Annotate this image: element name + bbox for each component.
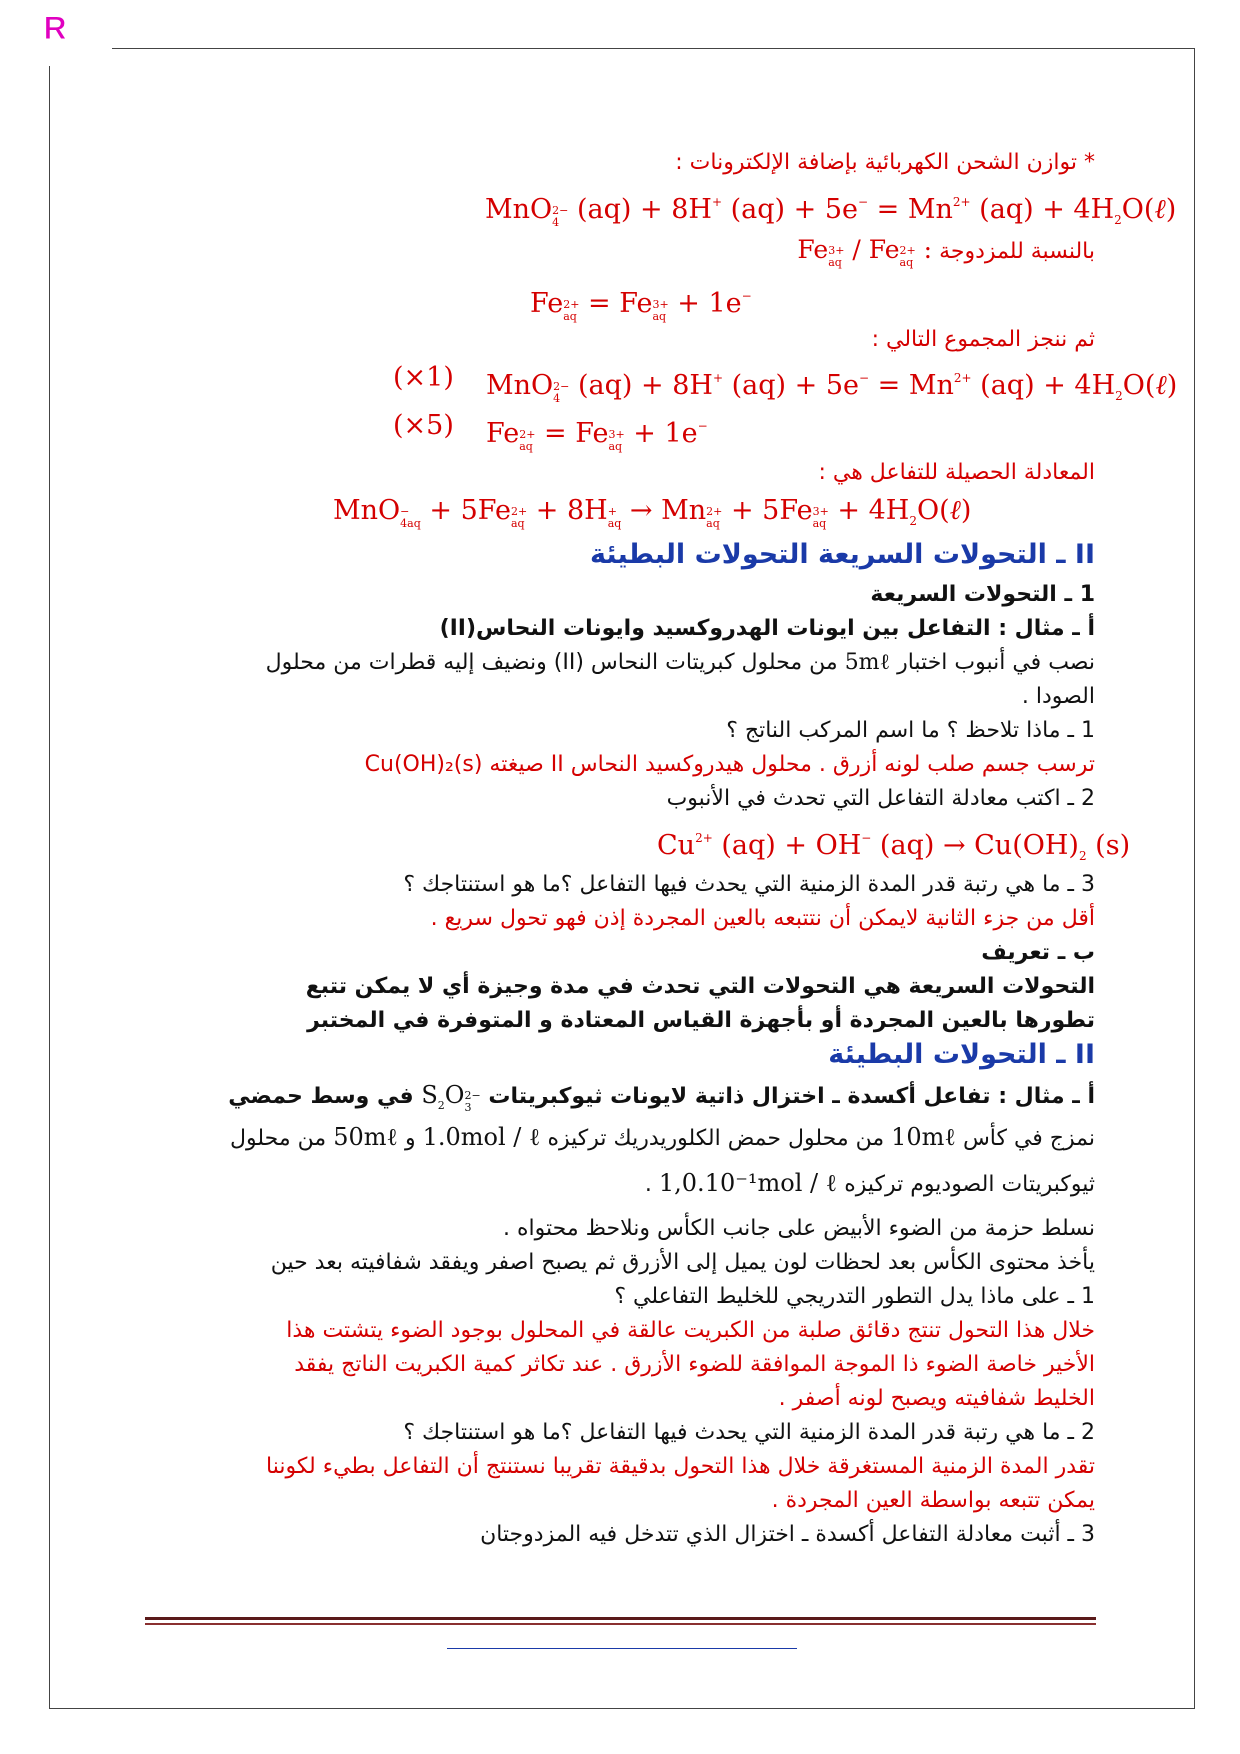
question-2: 2 ـ اكتب معادلة التفاعل التي تحدث في الأنبوب <box>666 786 1095 811</box>
frame-top-line <box>112 48 1194 49</box>
frame-left-line <box>49 66 50 1708</box>
text-for-couple: بالنسبة للمزدوجة Fe 3+ aq / Fe 2+ aq : <box>797 235 1095 269</box>
question-6: 3 ـ أثبت معادلة التفاعل أكسدة ـ اختزال الذي تتدخل فيه المزدوجتان <box>480 1522 1095 1547</box>
answer-4-line-2: الأخير خاصة الضوء ذا الموجة الموافقة للضوء الأزرق . عند تكاثر كمية الكبريت الناتج يفقد <box>294 1352 1095 1377</box>
footer-rule <box>145 1617 1096 1620</box>
multiplier-1: (×1) <box>393 362 454 393</box>
footer-link-line <box>447 1648 797 1649</box>
text-procedure-3: ثيوكبريتات الصوديوم تركيزه 1,0.10⁻¹mol / ℓ . <box>644 1169 1095 1197</box>
heading-slow: II ـ التحولات البطيئة <box>828 1039 1095 1070</box>
equation-overall: MnO − 4aq + 5Fe 2+ aq + 8H + aq → Mn 2+ aq + 5Fe 3+ aq + $4H_2O(\ell)$ <box>333 495 972 530</box>
heading-definition: ب ـ تعريف <box>981 940 1095 965</box>
frame-right-line <box>1194 48 1195 1708</box>
heading-fast-slow: II ـ التحولات السريعة التحولات البطيئة <box>590 539 1095 570</box>
logo <box>38 10 72 44</box>
text-sum: ثم ننجز المجموع التالي : <box>871 327 1095 352</box>
text-procedure-4: نسلط حزمة من الضوء الأبيض على جانب الكأس ونلاحظ محتواه . <box>503 1216 1095 1241</box>
definition-line-1: التحولات السريعة هي التحولات التي تحدث في مدة وجيزة أي لا يمكن تتبع <box>305 974 1095 999</box>
equation-mno4-half: MnO 2− 4 (aq) + 8H+ $(aq) + 5e^- = Mn^{2+}$ $(aq) + 4H_2O(\ell)$ <box>485 194 1177 229</box>
question-3: 3 ـ ما هي رتبة قدر المدة الزمنية التي يحدث فيها التفاعل ؟ما هو استنتاجك ؟ <box>403 872 1095 897</box>
equation-fe-half: Fe 2+ aq = Fe 3+ aq + 1e− <box>530 288 752 323</box>
answer-4-line-3: الخليط شفافيته ويصبح لونه أصفر . <box>778 1386 1095 1411</box>
text-overall: المعادلة الحصيلة للتفاعل هي : <box>818 460 1095 485</box>
multiplier-5: (×5) <box>393 410 454 441</box>
heading-fast: 1 ـ التحولات السريعة <box>870 582 1095 607</box>
answer-3: أقل من جزء الثانية لايمكن أن نتتبعه بالعين المجردة إذن فهو تحول سريع . <box>430 906 1095 931</box>
equation-mno4-half-x1: MnO 2− 4 (aq) + 8H+ $(aq) + 5e^- = Mn^{2+}$ $(aq) + 4H_2O(\ell)$ <box>486 370 1178 405</box>
answer-4-line-1: خلال هذا التحول تنتج دقائق صلبة من الكبريت عالقة في المحلول بوجود الضوء يتشتت هذا <box>286 1318 1095 1343</box>
equation-fe-half-x5: Fe 2+ aq = Fe 3+ aq + 1e− <box>486 418 708 453</box>
equation-copper-hydroxide: $Cu^{2+}$ (aq) + OH− $(aq) \to Cu(OH)_2$ (s) <box>657 830 1131 863</box>
answer-5-line-1: تقدر المدة الزمنية المستغرقة خلال هذا التحول بدقيقة تقريبا نستنتج أن التفاعل بطيء لكوننا <box>266 1454 1095 1479</box>
text-charge-balance: * توازن الشحن الكهربائية بإضافة الإلكترونات : <box>675 150 1095 175</box>
text-procedure-1b: الصودا . <box>1021 684 1095 709</box>
svg-text:R: R <box>43 10 67 44</box>
text-procedure-1: نصب في أنبوب اختبار 5mℓ من محلول كبريتات النحاس (II) ونضيف إليه قطرات من محلول <box>265 650 1095 675</box>
question-4: 1 ـ على ماذا يدل التطور التدريجي للخليط التفاعلي ؟ <box>614 1284 1095 1309</box>
footer-rule-thin <box>145 1623 1096 1625</box>
heading-example-b: أ ـ مثال : تفاعل أكسدة ـ اختزال ذاتية لايونات ثيوكبريتات $S_2O$ 2− 3 في وسط حمضي <box>228 1081 1095 1114</box>
question-1: 1 ـ ماذا تلاحظ ؟ ما اسم المركب الناتج ؟ <box>726 718 1095 743</box>
definition-line-2: تطورها بالعين المجردة أو بأجهزة القياس المعتادة و المتوفرة في المختبر <box>307 1008 1095 1033</box>
answer-1: ترسب جسم صلب لونه أزرق . محلول هيدروكسيد النحاس II صيغته Cu(OH)₂(s) <box>364 752 1095 777</box>
frame-bottom-line <box>49 1708 1195 1709</box>
text-procedure-5: يأخذ محتوى الكأس بعد لحظات لون يميل إلى الأزرق ثم يصبح اصفر ويفقد شفافيته بعد حين <box>270 1250 1095 1275</box>
heading-example-a: أ ـ مثال : التفاعل بين ايونات الهدروكسيد وايونات النحاس(II) <box>439 616 1095 641</box>
answer-5-line-2: يمكن تتبعه بواسطة العين المجردة . <box>771 1488 1095 1513</box>
question-5: 2 ـ ما هي رتبة قدر المدة الزمنية التي يحدث فيها التفاعل ؟ما هو استنتاجك ؟ <box>403 1420 1095 1445</box>
text-procedure-2: نمزج في كأس 10mℓ من محلول حمض الكلوريدريك تركيزه 1.0mol / ℓ و 50mℓ من محلول <box>230 1123 1095 1151</box>
